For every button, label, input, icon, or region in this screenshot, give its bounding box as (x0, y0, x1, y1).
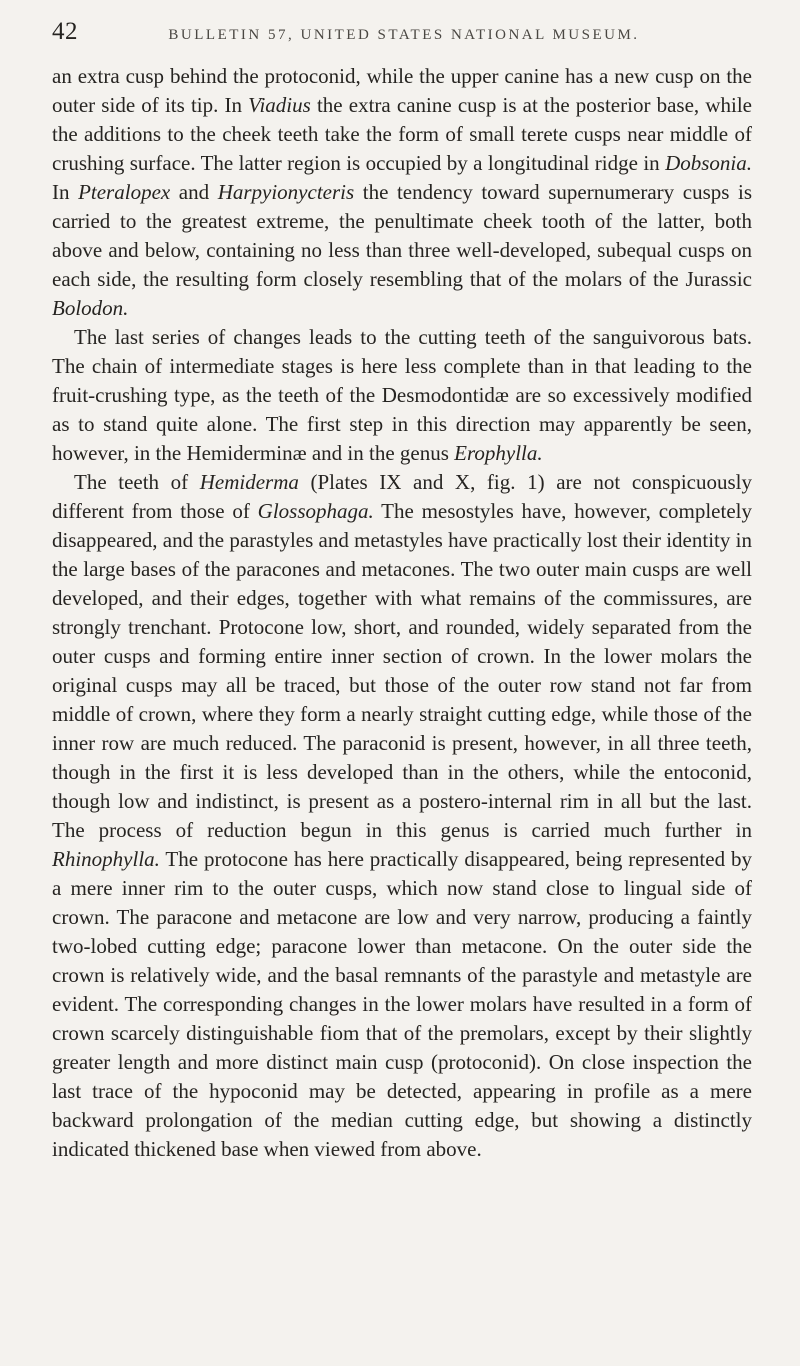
italic-term: Dobsonia. (665, 151, 752, 175)
text-run: an extra cusp behind the protoconid, while the upper canine has a new cusp on the outer side of its tip. In (52, 64, 752, 117)
italic-term: Pteralopex (78, 180, 171, 204)
italic-term: Rhinophylla. (52, 847, 160, 871)
page-header (52, 18, 752, 62)
text-run: In (52, 180, 79, 204)
text-run: the extra canine cusp is at the posterior base, while the additions to the cheek teeth take the form of small terete cusps near middle of crushing surface. The latter region is occupied by a longitudinal ridge in (52, 93, 752, 175)
text-run: The mesostyles have, however, completely disappeared, and the parastyles and metastyles have practically lost their identity in the large bases of the paracones and metacones. The two outer main cusps are well developed, and their edges, together with what remains of the commissures, are strongly trenchant. Protocone low, short, and rounded, widely separated from the outer cusps and forming entire inner section of crown. In the lower molars the original cusps may all be traced, but those of the outer row stand not far from middle of crown, where they form a nearly straight cutting edge, while those of the inner row are much reduced. The paraconid is present, however, in all three teeth, though in the first it is less developed than in the others, while the entoconid, though low and indistinct, is present as a postero-internal rim in all but the last. The process of reduction begun in this genus is carried much further in (52, 499, 752, 842)
text-run: the tendency toward supernumerary cusps is carried to the greatest extreme, the penultimate cheek tooth of the latter, both above and below, containing no less than three well-developed, subequal cusps on each side, the resulting form closely resembling that of the molars of the Jurassic (52, 180, 752, 291)
italic-term: Bolodon. (52, 296, 129, 320)
paragraph (52, 62, 752, 323)
page-number: 42 (52, 18, 78, 45)
body-text (52, 62, 752, 1164)
paragraph (52, 323, 752, 468)
italic-term: Glossophaga. (257, 499, 374, 523)
paragraph (52, 468, 752, 1164)
text-run: (Plates IX and X, fig. 1) are not conspicuously different from those of (52, 470, 753, 523)
text-run: The last series of changes leads to the cutting teeth of the sanguivorous bats. The chain of intermediate stages is here less complete than in that leading to the fruit-crushing type, as the teeth of the Desmodontidæ are so excessively modified as to stand quite alone. The first step in this direction may apparently be seen, however, in the Hemiderminæ and in the genus (52, 325, 752, 465)
text-run: The protocone has here practically disappeared, being represented by a mere inner rim to the outer cusps, which now stand close to lingual side of crown. The paracone and metacone are low and very narrow, producing a faintly two-lobed cutting edge; paracone lower than metacone. On the outer side the crown is relatively wide, and the basal remnants of the parastyle and metastyle are evident. The corresponding changes in the lower molars have resulted in a form of crown scarcely distinguishable fiom that of the premolars, except by their slightly greater length and more distinct main cusp (protoconid). On close inspection the last trace of the hypoconid may be detected, appearing in profile as a mere backward prolongation of the median cutting edge, but showing a distinctly indicated thickened base when viewed from above. (52, 847, 752, 1161)
text-run: and (170, 180, 218, 204)
italic-term: Viadius (248, 93, 311, 117)
running-head: BULLETIN 57, UNITED STATES NATIONAL MUSEUM. (168, 27, 640, 43)
document-page (52, 18, 752, 1164)
text-run: The teeth of (74, 470, 200, 494)
italic-term: Harpyionycteris (217, 180, 355, 204)
italic-term: Hemiderma (199, 470, 299, 494)
italic-term: Erophylla. (454, 441, 543, 465)
